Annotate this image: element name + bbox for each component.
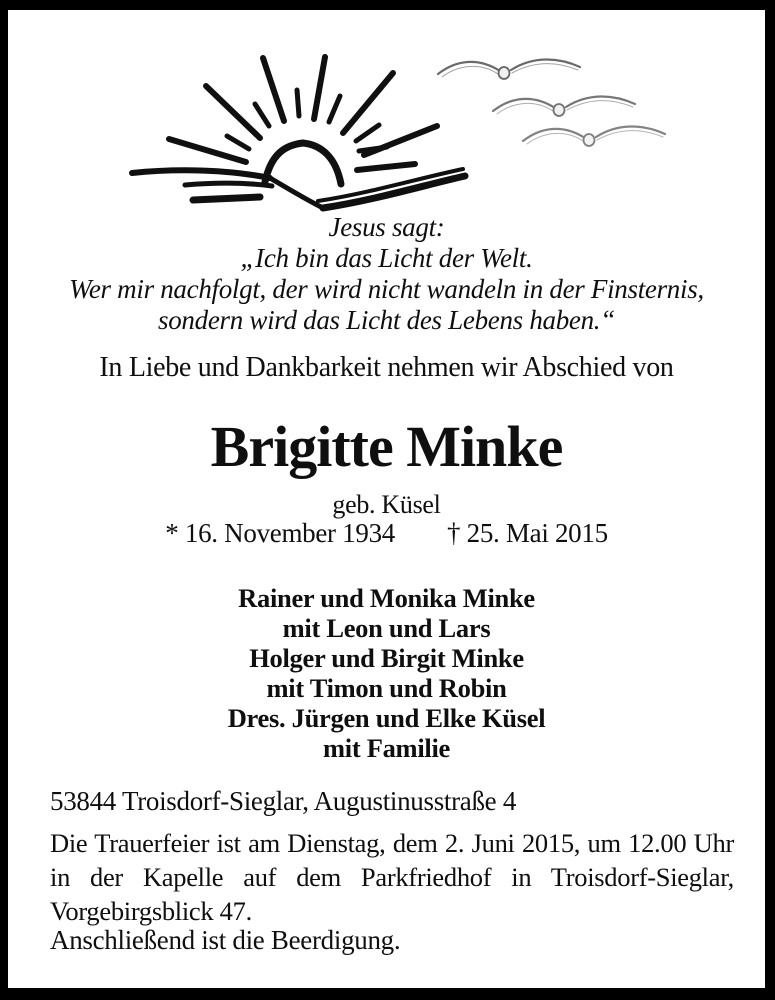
farewell-line: In Liebe und Dankbarkeit nehmen wir Abschied von — [99, 352, 674, 383]
maiden-name: geb. Küsel — [332, 490, 441, 519]
quote-intro: Jesus sagt: — [328, 212, 445, 242]
life-dates — [8, 518, 765, 549]
mourner-line: mit Leon und Lars — [282, 613, 491, 643]
flying-birds-icon — [432, 48, 682, 163]
death-date: † 25. Mai 2015 — [446, 518, 608, 548]
burial-note: Anschließend ist die Beerdigung. — [50, 925, 401, 955]
mourners-list — [8, 583, 765, 763]
quote-line-2: Wer mir nachfolgt, der wird nicht wandeln in der Finsternis, — [69, 274, 704, 304]
birth-date: * 16. November 1934 — [165, 518, 395, 548]
bible-quote — [8, 212, 765, 336]
mourner-line: Holger und Birgit Minke — [249, 643, 524, 673]
bird-icon — [493, 96, 635, 116]
mourner-line: mit Familie — [323, 733, 450, 763]
mourner-line: mit Timon und Robin — [266, 673, 507, 703]
funeral-details: Die Trauerfeier ist am Dienstag, dem 2. Juni 2015, um 12.00 Uhr in der Kapelle auf dem Parkfriedhof in Troisdorf-Sieglar, Vorgebirgsblick 47. — [50, 828, 734, 926]
quote-line-1: „Ich bin das Licht der Welt. — [240, 243, 533, 273]
mourner-line: Dres. Jürgen und Elke Küsel — [227, 703, 546, 733]
address-line: 53844 Troisdorf-Sieglar, Augustinusstraße 4 — [50, 786, 517, 816]
rising-sun-icon — [125, 52, 470, 220]
quote-line-3: sondern wird das Licht des Lebens haben.“ — [158, 305, 615, 335]
deceased-name: Brigitte Minke — [210, 414, 563, 479]
bird-icon — [523, 126, 665, 146]
bird-icon — [438, 59, 580, 79]
mourner-line: Rainer und Monika Minke — [238, 583, 535, 613]
